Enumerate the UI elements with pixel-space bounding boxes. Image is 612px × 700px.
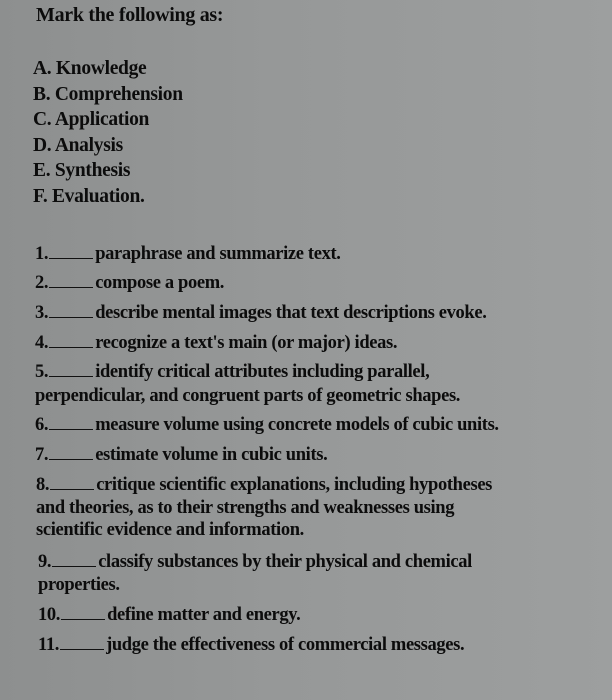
question-text: define matter and energy. xyxy=(107,605,301,625)
answer-blank[interactable] xyxy=(49,273,93,288)
answer-blank[interactable] xyxy=(49,333,93,348)
question-number: 2. xyxy=(35,273,49,293)
question-11 xyxy=(38,634,464,656)
question-9-continuation: properties. xyxy=(38,575,120,595)
option-analysis: D. Analysis xyxy=(33,134,123,156)
answer-blank[interactable] xyxy=(60,635,104,650)
question-2 xyxy=(35,272,224,294)
answer-blank[interactable] xyxy=(50,475,94,490)
question-text: compose a poem. xyxy=(95,273,225,293)
question-number: 4. xyxy=(35,333,49,353)
option-knowledge: A. Knowledge xyxy=(33,58,147,79)
question-10 xyxy=(38,604,300,626)
question-text: classify substances by their physical and chemical xyxy=(98,552,472,572)
question-5-continuation: perpendicular, and congruent parts of geometric shapes. xyxy=(35,386,461,406)
question-5 xyxy=(35,361,429,383)
answer-blank[interactable] xyxy=(61,605,105,620)
page-title: Mark the following as: xyxy=(36,4,224,26)
question-number: 6. xyxy=(35,415,49,435)
question-text: describe mental images that text descriptions evoke. xyxy=(95,303,487,323)
question-7 xyxy=(35,444,327,466)
question-1 xyxy=(35,243,341,265)
question-number: 8. xyxy=(36,475,50,495)
question-number: 10. xyxy=(38,605,61,625)
answer-blank[interactable] xyxy=(52,552,96,567)
answer-blank[interactable] xyxy=(49,415,93,430)
answer-blank[interactable] xyxy=(49,362,93,377)
question-text: judge the effectiveness of commercial messages. xyxy=(106,635,465,655)
answer-blank[interactable] xyxy=(49,445,93,460)
question-text: estimate volume in cubic units. xyxy=(95,445,328,465)
question-number: 5. xyxy=(35,362,49,382)
question-text: paraphrase and summarize text. xyxy=(95,244,341,264)
question-3 xyxy=(35,302,487,324)
option-application: C. Application xyxy=(33,109,150,130)
question-number: 7. xyxy=(35,445,49,465)
question-number: 11. xyxy=(38,635,60,655)
answer-blank[interactable] xyxy=(49,244,93,259)
question-8 xyxy=(36,474,492,496)
option-comprehension: B. Comprehension xyxy=(33,83,183,105)
question-number: 3. xyxy=(35,303,49,323)
question-text: recognize a text's main (or major) ideas. xyxy=(95,333,398,353)
answer-blank[interactable] xyxy=(49,303,93,318)
question-number: 9. xyxy=(38,552,52,572)
option-synthesis: E. Synthesis xyxy=(33,160,131,181)
question-8-continuation: and theories, as to their strengths and weaknesses using xyxy=(36,498,455,518)
question-text: critique scientific explanations, including hypotheses xyxy=(96,475,493,495)
question-text: measure volume using concrete models of cubic units. xyxy=(95,415,499,435)
question-4 xyxy=(35,332,397,354)
question-9 xyxy=(38,551,472,573)
question-number: 1. xyxy=(35,244,49,264)
option-list xyxy=(33,56,183,209)
option-evaluation: F. Evaluation. xyxy=(33,185,145,207)
question-6 xyxy=(35,414,499,436)
question-8-continuation: scientific evidence and information. xyxy=(36,520,304,540)
question-text: identify critical attributes including parallel, xyxy=(95,362,430,382)
